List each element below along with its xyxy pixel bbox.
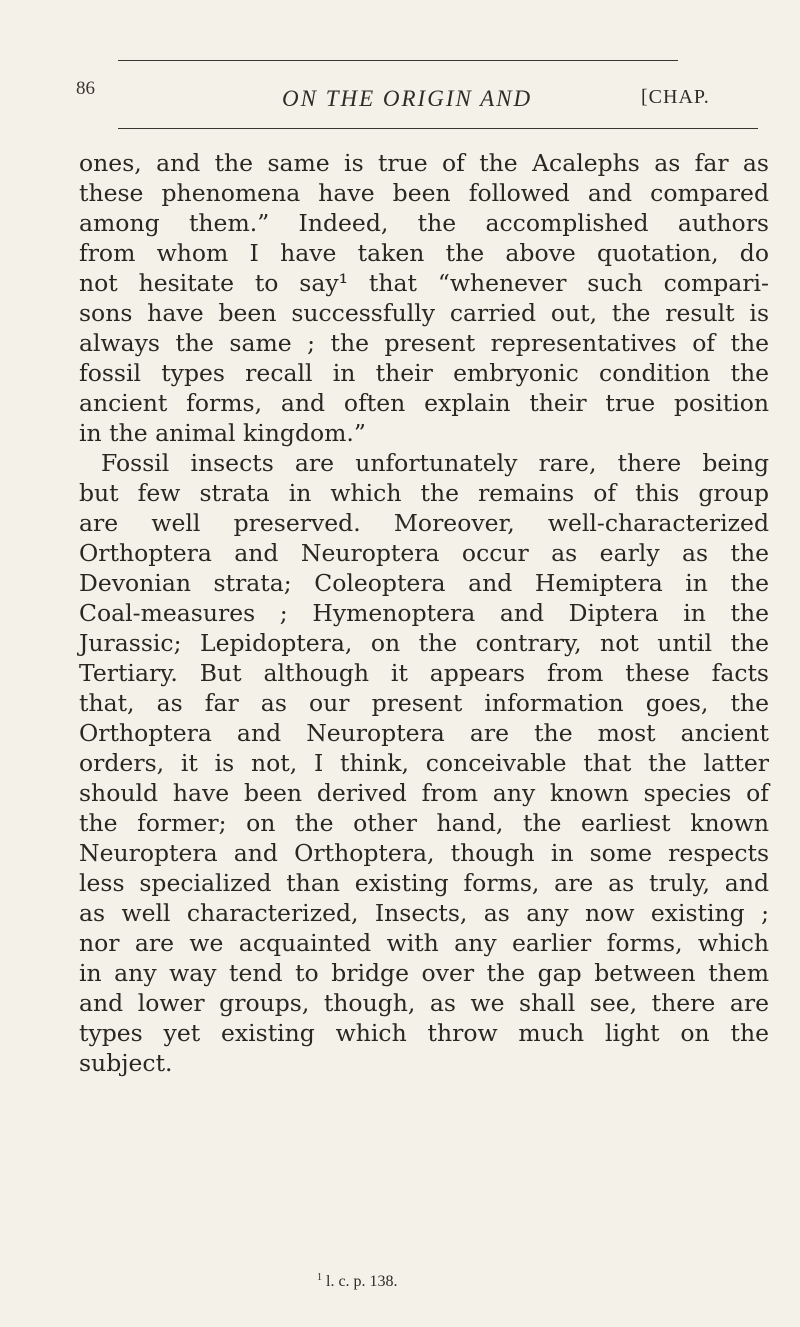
text-line: fossil types recall in their embryonic condition the bbox=[79, 359, 769, 387]
page-number: 86 bbox=[76, 78, 95, 99]
text-line: from whom I have taken the above quotation, do bbox=[79, 239, 769, 267]
text-line: not hesitate to say¹ that “whenever such compari- bbox=[79, 269, 769, 297]
text-line: among them.” Indeed, the accomplished authors bbox=[79, 209, 769, 237]
text-line: Orthoptera and Neuroptera are the most ancient bbox=[79, 719, 769, 747]
text-line: Orthoptera and Neuroptera occur as early as the bbox=[79, 539, 769, 567]
text-line: types yet existing which throw much light on the bbox=[79, 1019, 769, 1047]
text-line: these phenomena have been followed and compared bbox=[79, 179, 769, 207]
footnote-marker: 1 bbox=[317, 1272, 322, 1283]
text-line: Tertiary. But although it appears from these facts bbox=[79, 659, 769, 687]
text-line: Devonian strata; Coleoptera and Hemiptera in the bbox=[79, 569, 769, 597]
text-line: in the animal kingdom.” bbox=[79, 419, 366, 447]
text-line: Fossil insects are unfortunately rare, there being bbox=[101, 449, 769, 477]
text-line: nor are we acquainted with any earlier forms, which bbox=[79, 929, 769, 957]
header-rule-bottom bbox=[118, 128, 758, 129]
footnote bbox=[317, 1272, 398, 1291]
text-line: that, as far as our present information goes, the bbox=[79, 689, 769, 717]
text-line: should have been derived from any known species of bbox=[79, 779, 769, 807]
text-line: subject. bbox=[79, 1049, 173, 1077]
text-line: Neuroptera and Orthoptera, though in some respects bbox=[79, 839, 769, 867]
text-line: Jurassic; Lepidoptera, on the contrary, not until the bbox=[79, 629, 769, 657]
chapter-mark: [CHAP. bbox=[641, 86, 710, 108]
text-line: and lower groups, though, as we shall see, there are bbox=[79, 989, 769, 1017]
text-line: but few strata in which the remains of this group bbox=[79, 479, 769, 507]
text-line: less specialized than existing forms, are as truly, and bbox=[79, 869, 769, 897]
text-line: sons have been successfully carried out, the result is bbox=[79, 299, 769, 327]
text-line: as well characterized, Insects, as any now existing ; bbox=[79, 899, 769, 927]
text-line: are well preserved. Moreover, well-characterized bbox=[79, 509, 769, 537]
header-rule-top bbox=[118, 60, 678, 61]
text-line: in any way tend to bridge over the gap between them bbox=[79, 959, 769, 987]
footnote-text: l. c. p. 138. bbox=[326, 1273, 398, 1290]
text-line: orders, it is not, I think, conceivable that the latter bbox=[79, 749, 769, 777]
body-text bbox=[79, 148, 769, 1078]
text-line: ancient forms, and often explain their true position bbox=[79, 389, 769, 417]
text-line: Coal-measures ; Hymenoptera and Diptera in the bbox=[79, 599, 769, 627]
text-line: the former; on the other hand, the earliest known bbox=[79, 809, 769, 837]
running-title: ON THE ORIGIN AND bbox=[282, 86, 533, 111]
text-line: always the same ; the present representatives of the bbox=[79, 329, 769, 357]
text-line: ones, and the same is true of the Acalephs as far as bbox=[79, 149, 769, 177]
